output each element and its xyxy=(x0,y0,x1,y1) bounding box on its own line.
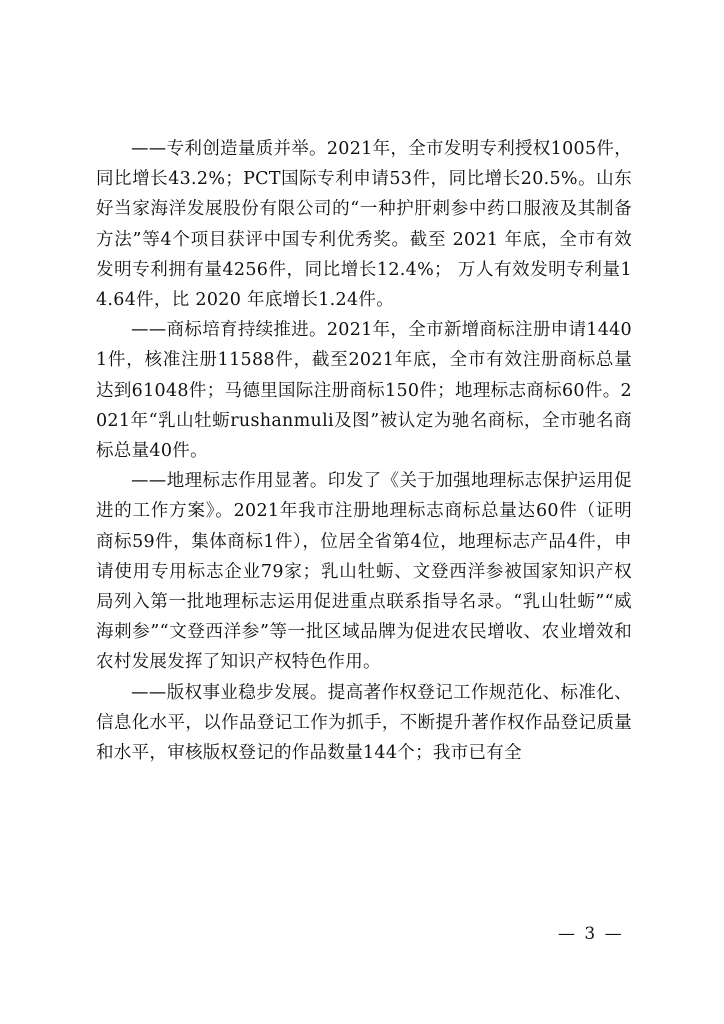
paragraph-heading: ——商标培育持续推进。 xyxy=(131,320,327,341)
paragraph-text: 2021年，全市新增商标注册申请14401件，核准注册11588件，截至2021年底，全市有效注册商标总量达到61048件；马德里国际注册商标150件；地理标志商标60件。2021年“乳山牡蛎rushanmuli及图”被认定为驰名商标，全市驰名商标总量40件。 xyxy=(96,320,632,462)
paragraph-text: 提高著作权登记工作规范化、标准化、信息化水平，以作品登记工作为抓手，不断提升著作权作品登记质量和水平，审核版权登记的作品数量144个；我市已有全 xyxy=(96,682,632,764)
paragraph-copyright xyxy=(96,678,632,769)
body-text xyxy=(96,134,632,768)
paragraph-text: 2021年，全市发明专利授权1005件，同比增长43.2%；PCT国际专利申请53件，同比增长20.5%。山东好当家海洋发展股份有限公司的“一种护肝刺参中药口服液及其制备方法”等4个项目获评中国专利优秀奖。截至 2021 年底，全市有效发明专利拥有量4256件，同比增长12.4%； 万人有效发明专利量14.64件，比 2020 年底增长1.24件。 xyxy=(96,139,632,311)
paragraph-patents xyxy=(96,134,632,315)
paragraph-trademarks xyxy=(96,315,632,466)
paragraph-heading: ——地理标志作用显著。 xyxy=(131,471,328,492)
paragraph-heading: ——版权事业稳步发展。 xyxy=(131,682,328,703)
page-number: — 3 — xyxy=(558,924,624,944)
paragraph-geographical-indications xyxy=(96,466,632,677)
paragraph-text: 印发了《关于加强地理标志保护运用促进的工作方案》。2021年我市注册地理标志商标总量达60件（证明商标59件，集体商标1件），位居全省第4位，地理标志产品4件，申请使用专用标志企业79家；乳山牡蛎、文登西洋参被国家知识产权局列入第一批地理标志运用促进重点联系指导名录。“乳山牡蛎”“威海刺参”“文登西洋参”等一批区域品牌为促进农民增收、农业增效和农村发展发挥了知识产权特色作用。 xyxy=(96,471,632,673)
paragraph-heading: ——专利创造量质并举。 xyxy=(131,139,327,159)
